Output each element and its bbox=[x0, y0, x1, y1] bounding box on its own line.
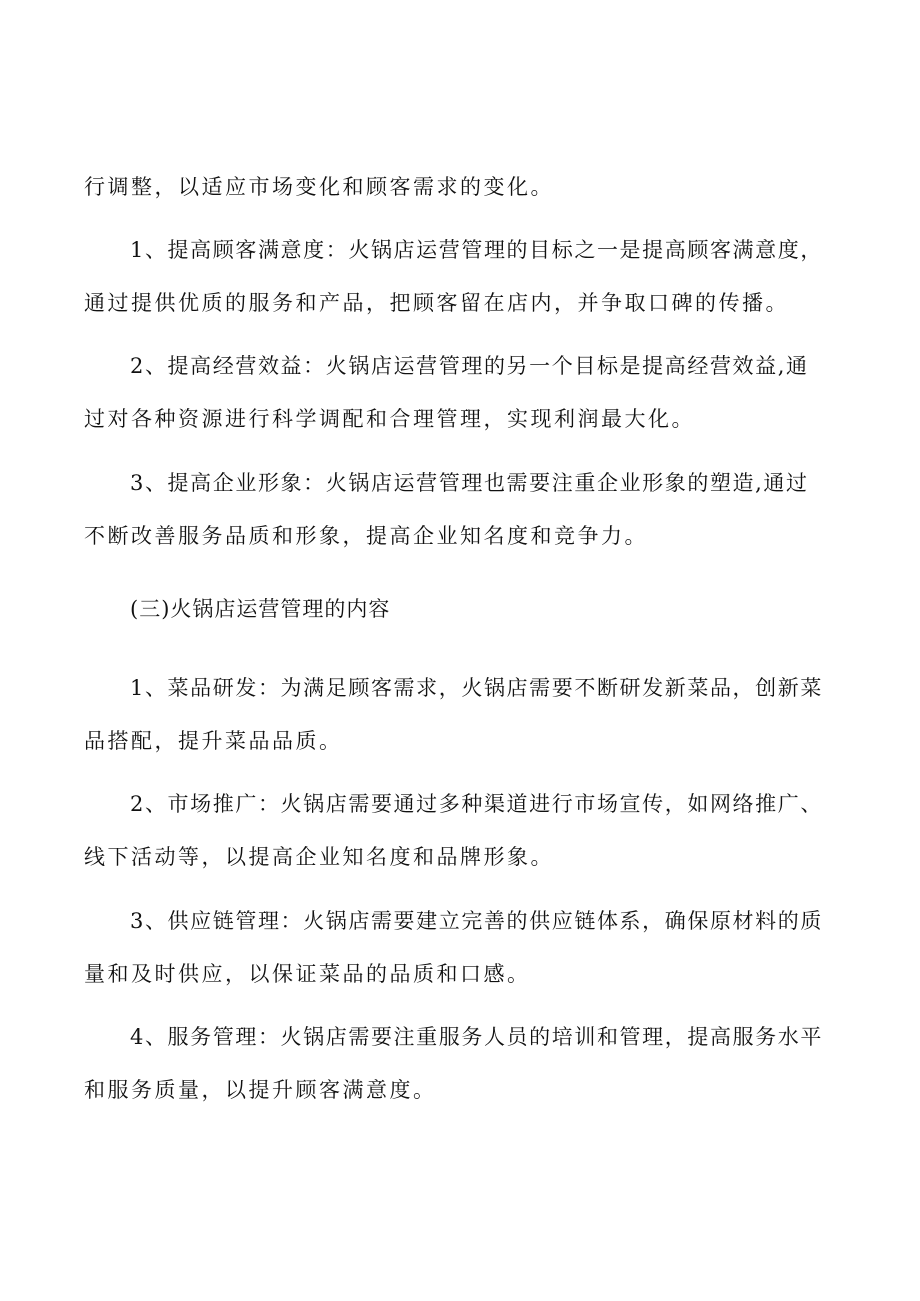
goal-1-line-2: 通过提供优质的服务和产品，把顾客留在店内，并争取口碑的传播。 bbox=[84, 291, 789, 315]
goal-2-line-1: 2、提高经营效益：火锅店运营管理的另一个目标是提高经营效益,通 bbox=[130, 354, 809, 378]
content-1-line-2: 品搭配，提升菜品品质。 bbox=[84, 729, 343, 753]
content-2-line-1: 2、市场推广：火锅店需要通过多种渠道进行市场宣传，如网络推广、 bbox=[130, 792, 823, 816]
content-4-line-2: 和服务质量，以提升顾客满意度。 bbox=[84, 1078, 437, 1102]
content-1-line-1: 1、菜品研发：为满足顾客需求，火锅店需要不断研发新菜品，创新菜 bbox=[130, 676, 823, 700]
paragraph-continuation-line: 行调整，以适应市场变化和顾客需求的变化。 bbox=[84, 175, 554, 199]
content-2-line-2: 线下活动等，以提高企业知名度和品牌形象。 bbox=[84, 845, 554, 869]
content-3-line-2: 量和及时供应，以保证菜品的品质和口感。 bbox=[84, 962, 531, 986]
goal-3-line-2: 不断改善服务品质和形象，提高企业知名度和竞争力。 bbox=[84, 524, 648, 548]
content-4-line-1: 4、服务管理：火锅店需要注重服务人员的培训和管理，提高服务水平 bbox=[130, 1025, 823, 1049]
goal-3-line-1: 3、提高企业形象：火锅店运营管理也需要注重企业形象的塑造,通过 bbox=[130, 471, 809, 495]
section-heading: (三)火锅店运营管理的内容 bbox=[130, 597, 391, 621]
goal-2-line-2: 过对各种资源进行科学调配和合理管理，实现利润最大化。 bbox=[84, 407, 695, 431]
goal-1-line-1: 1、提高顾客满意度：火锅店运营管理的目标之一是提高顾客满意度， bbox=[130, 238, 823, 262]
content-3-line-1: 3、供应链管理：火锅店需要建立完善的供应链体系，确保原材料的质 bbox=[130, 909, 823, 933]
